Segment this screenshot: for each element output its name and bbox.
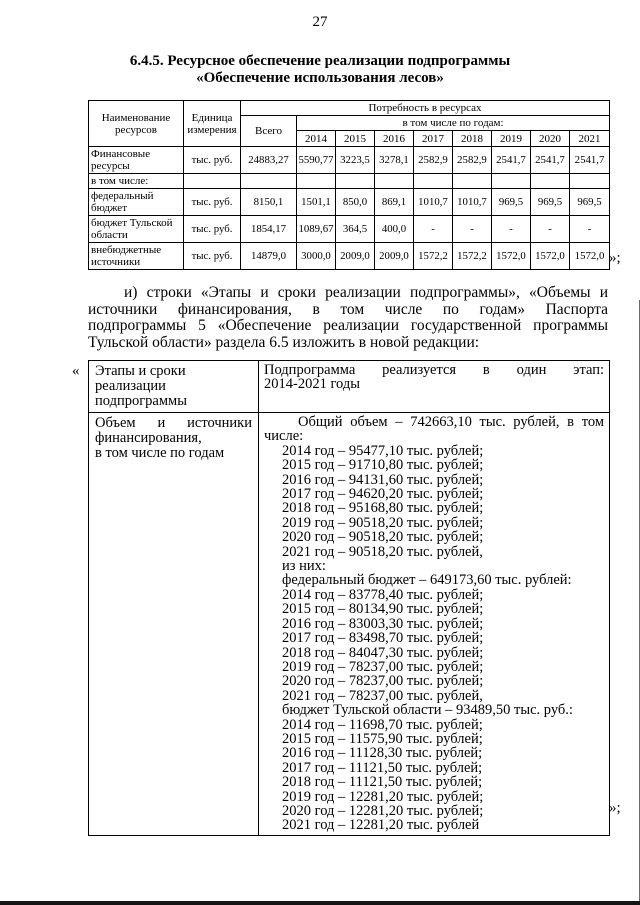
t1-value-cell [492, 174, 531, 189]
t1-year-header: 2020 [531, 131, 570, 147]
t1-value-cell [531, 174, 570, 189]
paragraph-line: источники финансирования, в том числе по годам» Паспорта [88, 300, 608, 318]
t1-value-cell: 969,5 [492, 189, 531, 216]
t1-row [89, 147, 610, 174]
t1-row [89, 243, 610, 270]
t2-content-cell [259, 361, 610, 413]
scan-edge-bottom [0, 901, 640, 905]
t2-label-line: в том числе по годам [95, 445, 225, 461]
section-title-line2: «Обеспечение использования лесов» [196, 70, 444, 86]
t1-year-header: 2018 [453, 131, 492, 147]
t1-value-cell: тыс. руб. [184, 243, 241, 270]
t1-value-cell: 5590,77 [297, 147, 336, 174]
t2-content-line: 2016 год – 11128,30 тыс. рублей; [282, 745, 483, 762]
t1-value-cell: - [453, 216, 492, 243]
t2-content-line: 2017 год – 11121,50 тыс. рублей; [282, 759, 483, 776]
t2-content-line: 2015 год – 91710,80 тыс. рублей; [282, 457, 484, 474]
t1-value-cell: 8150,1 [241, 189, 297, 216]
t1-value-cell [453, 174, 492, 189]
t1-value-cell: 1501,1 [297, 189, 336, 216]
t2-content-line: 2014 год – 83778,40 тыс. рублей; [282, 586, 484, 603]
t1-value-cell [375, 174, 414, 189]
t2-content-line: бюджет Тульской области – 93489,50 тыс. руб.: [282, 702, 573, 719]
t1-value-cell: 2541,7 [492, 147, 531, 174]
t2-content-line: 2014 год – 11698,70 тыс. рублей; [282, 716, 483, 733]
paragraph-line: Тульской области» раздела 6.5 изложить в новой редакции: [88, 333, 480, 351]
t1-value-cell: 1010,7 [414, 189, 453, 216]
t2-label-line: Этапы и сроки [95, 363, 186, 379]
t1-value-cell: - [570, 216, 610, 243]
t1-value-cell: тыс. руб. [184, 189, 241, 216]
t1-value-cell: - [531, 216, 570, 243]
t1-value-cell: тыс. руб. [184, 216, 241, 243]
t2-row [89, 361, 610, 413]
t1-name-cell: Финансовые ресурсы [89, 147, 184, 174]
page-content [88, 100, 609, 836]
t2-content-line: 2015 год – 80134,90 тыс. рублей; [282, 601, 484, 618]
t1-value-cell: 1572,2 [414, 243, 453, 270]
t1-value-cell: 2009,0 [375, 243, 414, 270]
t1-value-cell: 14879,0 [241, 243, 297, 270]
paragraph-line: и) строки «Этапы и сроки реализации подпрограммы», «Объемы и [124, 284, 608, 301]
t1-value-cell: 3278,1 [375, 147, 414, 174]
t1-value-cell [184, 174, 241, 189]
t2-content-line: 2019 год – 90518,20 тыс. рублей; [282, 514, 484, 531]
t1-value-cell: 2582,9 [414, 147, 453, 174]
t2-label-line: финансирования, [95, 430, 202, 446]
t1-header-need: Потребность в ресурсах [241, 101, 610, 116]
t1-year-header: 2021 [570, 131, 610, 147]
t1-header-name: Наименование ресурсов [89, 101, 184, 147]
t1-name-cell: бюджет Тульской области [89, 216, 184, 243]
t1-year-header: 2014 [297, 131, 336, 147]
t1-value-cell: 3000,0 [297, 243, 336, 270]
t1-value-cell: 1010,7 [453, 189, 492, 216]
t2-content-line: 2017 год – 83498,70 тыс. рублей; [282, 630, 484, 647]
closing-quote-after-table1: »; [609, 250, 621, 266]
t1-value-cell: 2541,7 [531, 147, 570, 174]
t1-value-cell: 2541,7 [570, 147, 610, 174]
t1-name-cell: в том числе: [89, 174, 184, 189]
t1-value-cell: - [492, 216, 531, 243]
t2-content-line: 2021 год – 12281,20 тыс. рублей [282, 817, 480, 834]
t2-content-line: Подпрограмма реализуется в один этап: [264, 362, 604, 378]
page-number: 27 [312, 14, 328, 30]
resource-table [88, 100, 610, 270]
t1-value-cell: 850,0 [336, 189, 375, 216]
t2-content-line: 2019 год – 12281,20 тыс. рублей; [282, 788, 484, 805]
t1-value-cell: 24883,27 [241, 147, 297, 174]
t2-label-line: реализации [95, 378, 166, 394]
t1-row [89, 174, 610, 189]
t1-value-cell [414, 174, 453, 189]
t1-year-header: 2017 [414, 131, 453, 147]
section-title [0, 53, 640, 87]
t2-content-line: 2018 год – 95168,80 тыс. рублей; [282, 500, 484, 517]
t2-content-line: 2021 год – 90518,20 тыс. рублей, [282, 543, 483, 560]
t2-content-line: 2021 год – 78237,00 тыс. рублей, [282, 687, 483, 704]
closing-quote-after-table2: »; [609, 800, 621, 816]
t2-label-cell [89, 413, 259, 836]
t1-value-cell: 1572,0 [492, 243, 531, 270]
t2-content-line: 2014 год – 95477,10 тыс. рублей; [282, 442, 484, 459]
passport-table [88, 360, 610, 836]
t2-content-line: 2018 год – 84047,30 тыс. рублей; [282, 644, 484, 661]
t1-value-cell: - [414, 216, 453, 243]
t2-content-line: 2018 год – 11121,50 тыс. рублей; [282, 774, 483, 791]
t2-label-cell [89, 361, 259, 413]
t1-value-cell: 1572,0 [570, 243, 610, 270]
t1-value-cell: 1854,17 [241, 216, 297, 243]
t1-value-cell: 969,5 [570, 189, 610, 216]
t1-value-cell: 1572,2 [453, 243, 492, 270]
t1-name-cell: федеральный бюджет [89, 189, 184, 216]
t1-value-cell: 2009,0 [336, 243, 375, 270]
t1-value-cell [297, 174, 336, 189]
t2-content-line: федеральный бюджет – 649173,60 тыс. рублей: [282, 572, 572, 589]
t2-content-line: 2014-2021 годы [264, 376, 360, 393]
t2-content-line: 2020 год – 78237,00 тыс. рублей; [282, 673, 484, 690]
t1-value-cell: 869,1 [375, 189, 414, 216]
t1-header-unit: Единица измерения [184, 101, 241, 147]
t1-row [89, 216, 610, 243]
t2-label-line: подпрограммы [95, 393, 187, 409]
t1-row [89, 189, 610, 216]
t2-content-line: 2017 год – 94620,20 тыс. рублей; [282, 486, 484, 503]
t2-content-line: 2016 год – 94131,60 тыс. рублей; [282, 471, 484, 488]
t1-value-cell [336, 174, 375, 189]
t1-year-header: 2019 [492, 131, 531, 147]
t1-value-cell: 2582,9 [453, 147, 492, 174]
paragraph-line: подпрограммы 5 «Обеспечение реализации государственной программы [88, 317, 608, 334]
t1-value-cell: 364,5 [336, 216, 375, 243]
t1-value-cell: 3223,5 [336, 147, 375, 174]
t2-content-cell [259, 413, 610, 836]
t2-content-line: 2019 год – 78237,00 тыс. рублей; [282, 658, 484, 675]
amendment-paragraph [88, 285, 608, 351]
t1-value-cell: тыс. руб. [184, 147, 241, 174]
t1-value-cell: 969,5 [531, 189, 570, 216]
t1-header-by-years: в том числе по годам: [297, 116, 610, 131]
t1-name-cell: внебюджетные источники [89, 243, 184, 270]
t1-value-cell: 400,0 [375, 216, 414, 243]
section-title-line1: 6.4.5. Ресурсное обеспечение реализации подпрограммы [129, 53, 511, 69]
t2-row [89, 413, 610, 836]
t2-content-line: 2016 год – 83003,30 тыс. рублей; [282, 615, 484, 632]
t1-value-cell [241, 174, 297, 189]
t2-content-line: 2015 год – 11575,90 тыс. рублей; [282, 730, 483, 747]
opening-quote-before-table2: « [72, 363, 80, 379]
t1-value-cell: 1089,67 [297, 216, 336, 243]
t1-value-cell [570, 174, 610, 189]
t2-content-line: Общий объем – 742663,10 тыс. рублей, в том числе: [264, 414, 604, 445]
t1-value-cell: 1572,0 [531, 243, 570, 270]
t1-year-header: 2015 [336, 131, 375, 147]
t2-content-line: из них: [282, 558, 326, 575]
t2-content-line: 2020 год – 12281,20 тыс. рублей; [282, 802, 484, 819]
t1-header-total: Всего [241, 116, 297, 147]
t1-year-header: 2016 [375, 131, 414, 147]
t1-header-row-1 [89, 101, 610, 116]
t2-label-line: Объем и источники [95, 415, 252, 431]
t2-content-line: 2020 год – 90518,20 тыс. рублей; [282, 529, 484, 546]
